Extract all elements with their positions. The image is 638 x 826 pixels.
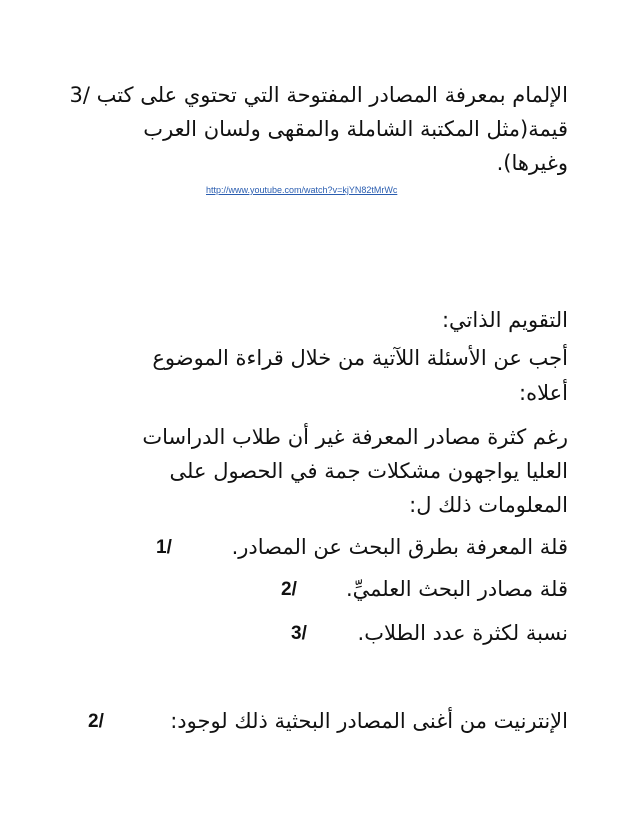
intro-line-1: الإلمام بمعرفة المصادر المفتوحة التي تحتوي على كتب /3 [69,83,568,107]
option-2-text: قلة مصادر البحث العلميِّ. [345,577,568,601]
instruction-line-1: أجب عن الأسئلة اللآتية من خلال قراءة الموضوع [152,346,568,370]
bottom-line: الإنترنيت من أغنى المصادر البحثية ذلك لوجود: [170,709,568,733]
question-line-2: العليا يواجهون مشكلات جمة في الحصول على [169,459,568,483]
question-line-3: المعلومات ذلك ل: [409,493,568,517]
intro-line-3: وغيرها). [496,151,568,175]
bottom-marker: 2/ [88,711,104,732]
self-assessment-heading: التقويم الذاتي: [441,308,568,332]
option-1-marker: 1/ [156,537,172,558]
youtube-link[interactable]: http://www.youtube.com/watch?v=kjYN82tMrWc [206,185,398,195]
option-3-text: نسبة لكثرة عدد الطلاب. [357,621,568,645]
intro-line-2: قيمة(مثل المكتبة الشاملة والمقهى ولسان العرب [143,117,568,141]
question-line-1: رغم كثرة مصادر المعرفة غير أن طلاب الدراسات [142,425,568,449]
option-1-text: قلة المعرفة بطرق البحث عن المصادر. [231,535,568,559]
instruction-line-2: أعلاه: [519,381,568,405]
option-3-marker: 3/ [291,623,307,644]
option-2-marker: 2/ [281,579,297,600]
